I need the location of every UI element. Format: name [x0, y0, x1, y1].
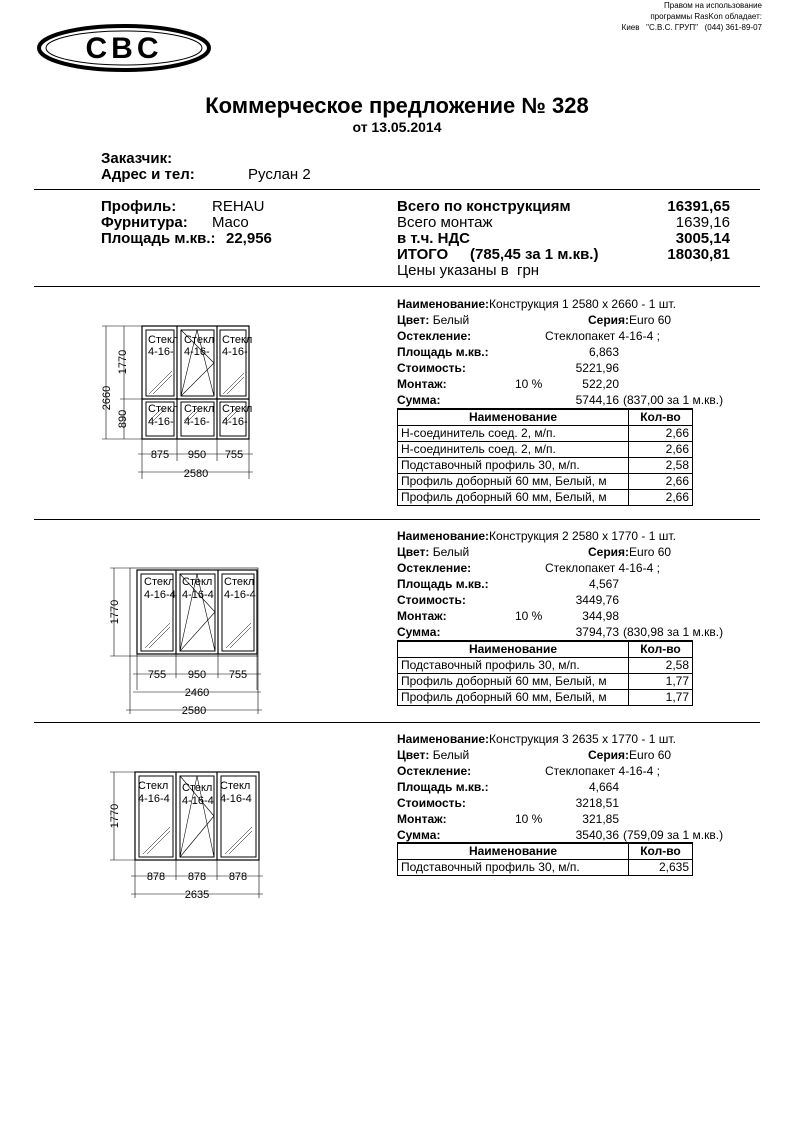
table-row [398, 442, 693, 458]
area-label: Площадь м.кв.: [397, 345, 489, 359]
c1-dim-w-total: 2580 [183, 468, 209, 480]
c1-pane-label: Стекл [184, 403, 215, 415]
c3-install-pct: 10 % [515, 812, 543, 826]
item-name: Подставочный профиль 30, м/п. [398, 860, 629, 876]
series-label: Серия: [588, 545, 630, 559]
cost-label: Стоимость: [397, 593, 466, 607]
construction-1-specs [397, 296, 757, 408]
construction-3-specs [397, 731, 757, 843]
c3-sum: 3540,36 [575, 828, 619, 842]
c2-dim-w2: 950 [187, 669, 207, 681]
c1-per-m2: (837,00 за 1 м.кв.) [623, 393, 724, 407]
c1-series: Euro 60 [629, 313, 672, 327]
copyright-line-3: Киев "С.В.С. ГРУП" (044) 361-89-07 [621, 23, 762, 32]
c2-series: Euro 60 [629, 545, 672, 559]
c3-pane-label: 4-16-4 [182, 795, 214, 807]
item-qty: 2,58 [629, 658, 693, 674]
c1-pane-label: 4-16- [184, 416, 210, 428]
c1-pane-label: Стекл [184, 334, 215, 346]
grand-total-value: 18030,81 [667, 246, 730, 263]
col-qty-header: Кол-во [629, 409, 693, 426]
c3-glazing: Стеклопакет 4-16-4 ; [545, 764, 660, 778]
c2-pane-label: Стекл [224, 576, 255, 588]
divider-4 [34, 722, 760, 723]
col-name-header: Наименование [398, 641, 629, 658]
install-label: Монтаж: [397, 812, 447, 826]
c1-pane-label: 4-16- [222, 346, 248, 358]
c1-install-pct: 10 % [515, 377, 543, 391]
cost-label: Стоимость: [397, 796, 466, 810]
c3-dim-w3: 878 [228, 871, 248, 883]
item-qty: 2,66 [629, 442, 693, 458]
c3-cost: 3218,51 [575, 796, 619, 810]
hardware-label: Фурнитура: [101, 214, 188, 231]
profile-value: REHAU [212, 198, 265, 215]
currency-note: Цены указаны в грн [397, 262, 540, 279]
c1-pane-label: Стекл [148, 334, 179, 346]
c2-pane-label: Стекл [182, 576, 213, 588]
grand-total-per-m2: (785,45 за 1 м.кв.) [470, 246, 599, 263]
c1-dim-h-total: 2660 [101, 385, 113, 411]
item-name: Н-соединитель соед. 2, м/п. [398, 442, 629, 458]
cost-label: Стоимость: [397, 361, 466, 375]
construction-3-items-table [397, 842, 693, 876]
c1-color: Белый [432, 313, 470, 327]
area-label: Площадь м.кв.: [101, 230, 216, 247]
glazing-label: Остекление: [397, 329, 472, 343]
c1-cost: 5221,96 [575, 361, 619, 375]
c2-dim-w-inner: 2460 [184, 687, 210, 699]
table-row [398, 474, 693, 490]
table-row [398, 458, 693, 474]
c2-dim-w-total: 2580 [181, 705, 207, 717]
area-label: Площадь м.кв.: [397, 780, 489, 794]
name-label: Наименование: [397, 732, 490, 746]
c3-area: 4,664 [588, 780, 619, 794]
construction-2-specs [397, 528, 757, 640]
c3-name: Конструкция 3 2635 x 1770 - 1 шт. [489, 732, 676, 746]
c3-dim-w2: 878 [187, 871, 207, 883]
table-row [398, 490, 693, 506]
install-total-value: 1639,16 [675, 214, 730, 231]
c3-pane-label: 4-16-4 [220, 793, 252, 805]
c3-series: Euro 60 [629, 748, 672, 762]
vat-label: в т.ч. НДС [397, 230, 470, 247]
copyright-line-2: программы RasKon обладает: [650, 12, 762, 21]
table-row [398, 674, 693, 690]
glazing-label: Остекление: [397, 561, 472, 575]
c2-pane-label: Стекл [144, 576, 175, 588]
item-name: Н-соединитель соед. 2, м/п. [398, 426, 629, 442]
c2-dim-h-total: 1770 [109, 599, 121, 625]
item-qty: 1,77 [629, 690, 693, 706]
name-label: Наименование: [397, 529, 490, 543]
construction-1-items-table [397, 408, 693, 506]
c2-sum: 3794,73 [575, 625, 619, 639]
logo-text: CBC [85, 32, 163, 65]
construction-1-drawing [96, 316, 262, 486]
col-name-header: Наименование [398, 843, 629, 860]
item-name: Профиль доборный 60 мм, Белый, м [398, 474, 629, 490]
divider-1 [34, 189, 760, 190]
c1-glazing: Стеклопакет 4-16-4 ; [545, 329, 660, 343]
item-name: Профиль доборный 60 мм, Белый, м [398, 690, 629, 706]
c1-sum: 5744,16 [575, 393, 619, 407]
c1-pane-label: 4-16- [184, 346, 210, 358]
c1-pane-label: Стекл [148, 403, 179, 415]
hardware-value: Maco [212, 214, 249, 231]
col-qty-header: Кол-во [629, 843, 693, 860]
sum-label: Сумма: [397, 625, 441, 639]
c2-pane-label: 4-16-4 [182, 589, 214, 601]
c1-pane-label: Стекл [222, 334, 253, 346]
table-row [398, 690, 693, 706]
c3-pane-label: Стекл [138, 780, 169, 792]
col-name-header: Наименование [398, 409, 629, 426]
table-row [398, 860, 693, 876]
item-qty: 2,66 [629, 474, 693, 490]
c1-dim-w1: 875 [150, 449, 170, 461]
install-label: Монтаж: [397, 609, 447, 623]
area-value: 22,956 [226, 230, 272, 247]
item-qty: 2,66 [629, 490, 693, 506]
color-label: Цвет: [397, 313, 430, 327]
sum-label: Сумма: [397, 828, 441, 842]
item-qty: 1,77 [629, 674, 693, 690]
color-label: Цвет: [397, 545, 430, 559]
construction-2-drawing [100, 562, 270, 718]
c1-dim-h-bottom: 890 [117, 409, 129, 429]
c2-glazing: Стеклопакет 4-16-4 ; [545, 561, 660, 575]
color-label: Цвет: [397, 748, 430, 762]
c1-name: Конструкция 1 2580 x 2660 - 1 шт. [489, 297, 676, 311]
install-label: Монтаж: [397, 377, 447, 391]
table-row [398, 426, 693, 442]
c3-pane-label: Стекл [182, 782, 213, 794]
c2-color: Белый [432, 545, 470, 559]
glazing-label: Остекление: [397, 764, 472, 778]
total-value: 16391,65 [667, 198, 730, 215]
divider-2 [34, 286, 760, 287]
profile-label: Профиль: [101, 198, 177, 215]
c1-pane-label: 4-16- [148, 416, 174, 428]
c2-name: Конструкция 2 2580 x 1770 - 1 шт. [489, 529, 676, 543]
c1-install: 522,20 [582, 377, 619, 391]
item-name: Профиль доборный 60 мм, Белый, м [398, 674, 629, 690]
divider-3 [34, 519, 760, 520]
address-label: Адрес и тел: [101, 166, 195, 183]
grand-total-label: ИТОГО [397, 246, 449, 263]
c2-install: 344,98 [582, 609, 619, 623]
c3-install: 321,85 [582, 812, 619, 826]
c2-install-pct: 10 % [515, 609, 543, 623]
c2-per-m2: (830,98 за 1 м.кв.) [623, 625, 724, 639]
c3-pane-label: Стекл [220, 780, 251, 792]
item-name: Подставочный профиль 30, м/п. [398, 458, 629, 474]
table-row [398, 658, 693, 674]
copyright-line-1: Правом на использование [664, 1, 762, 10]
c1-dim-w3: 755 [224, 449, 244, 461]
c1-dim-h-top: 1770 [117, 349, 129, 375]
construction-3-drawing [100, 766, 270, 902]
item-qty: 2,66 [629, 426, 693, 442]
c2-pane-label: 4-16-4 [144, 589, 176, 601]
vat-value: 3005,14 [675, 230, 730, 247]
c1-pane-label: 4-16- [222, 416, 248, 428]
c2-area: 4,567 [588, 577, 619, 591]
install-total-label: Всего монтаж [397, 214, 493, 231]
item-name: Профиль доборный 60 мм, Белый, м [398, 490, 629, 506]
c3-pane-label: 4-16-4 [138, 793, 170, 805]
total-label: Всего по конструкциям [397, 198, 571, 215]
series-label: Серия: [588, 313, 630, 327]
series-label: Серия: [588, 748, 630, 762]
c2-cost: 3449,76 [575, 593, 619, 607]
address-value: Руслан 2 [248, 166, 311, 183]
construction-2-items-table [397, 640, 693, 706]
page-title: Коммерческое предложение № 328 [205, 93, 589, 118]
cbc-logo-icon [36, 22, 212, 74]
c2-dim-w1: 755 [147, 669, 167, 681]
customer-label: Заказчик: [101, 150, 173, 167]
c3-dim-h-total: 1770 [109, 803, 121, 829]
copyright-note [622, 0, 762, 33]
col-qty-header: Кол-во [629, 641, 693, 658]
c2-pane-label: 4-16-4 [224, 589, 256, 601]
c3-dim-w1: 878 [146, 871, 166, 883]
item-qty: 2,635 [629, 860, 693, 876]
c2-dim-w3: 755 [228, 669, 248, 681]
item-qty: 2,58 [629, 458, 693, 474]
c1-area: 6,863 [588, 345, 619, 359]
c3-color: Белый [432, 748, 470, 762]
name-label: Наименование: [397, 297, 490, 311]
area-label: Площадь м.кв.: [397, 577, 489, 591]
c1-pane-label: 4-16- [148, 346, 174, 358]
c3-dim-w-total: 2635 [184, 889, 210, 901]
c3-per-m2: (759,09 за 1 м.кв.) [623, 828, 724, 842]
offer-date: от 13.05.2014 [352, 119, 442, 135]
c1-dim-w2: 950 [187, 449, 207, 461]
c1-pane-label: Стекл [222, 403, 253, 415]
sum-label: Сумма: [397, 393, 441, 407]
item-name: Подставочный профиль 30, м/п. [398, 658, 629, 674]
